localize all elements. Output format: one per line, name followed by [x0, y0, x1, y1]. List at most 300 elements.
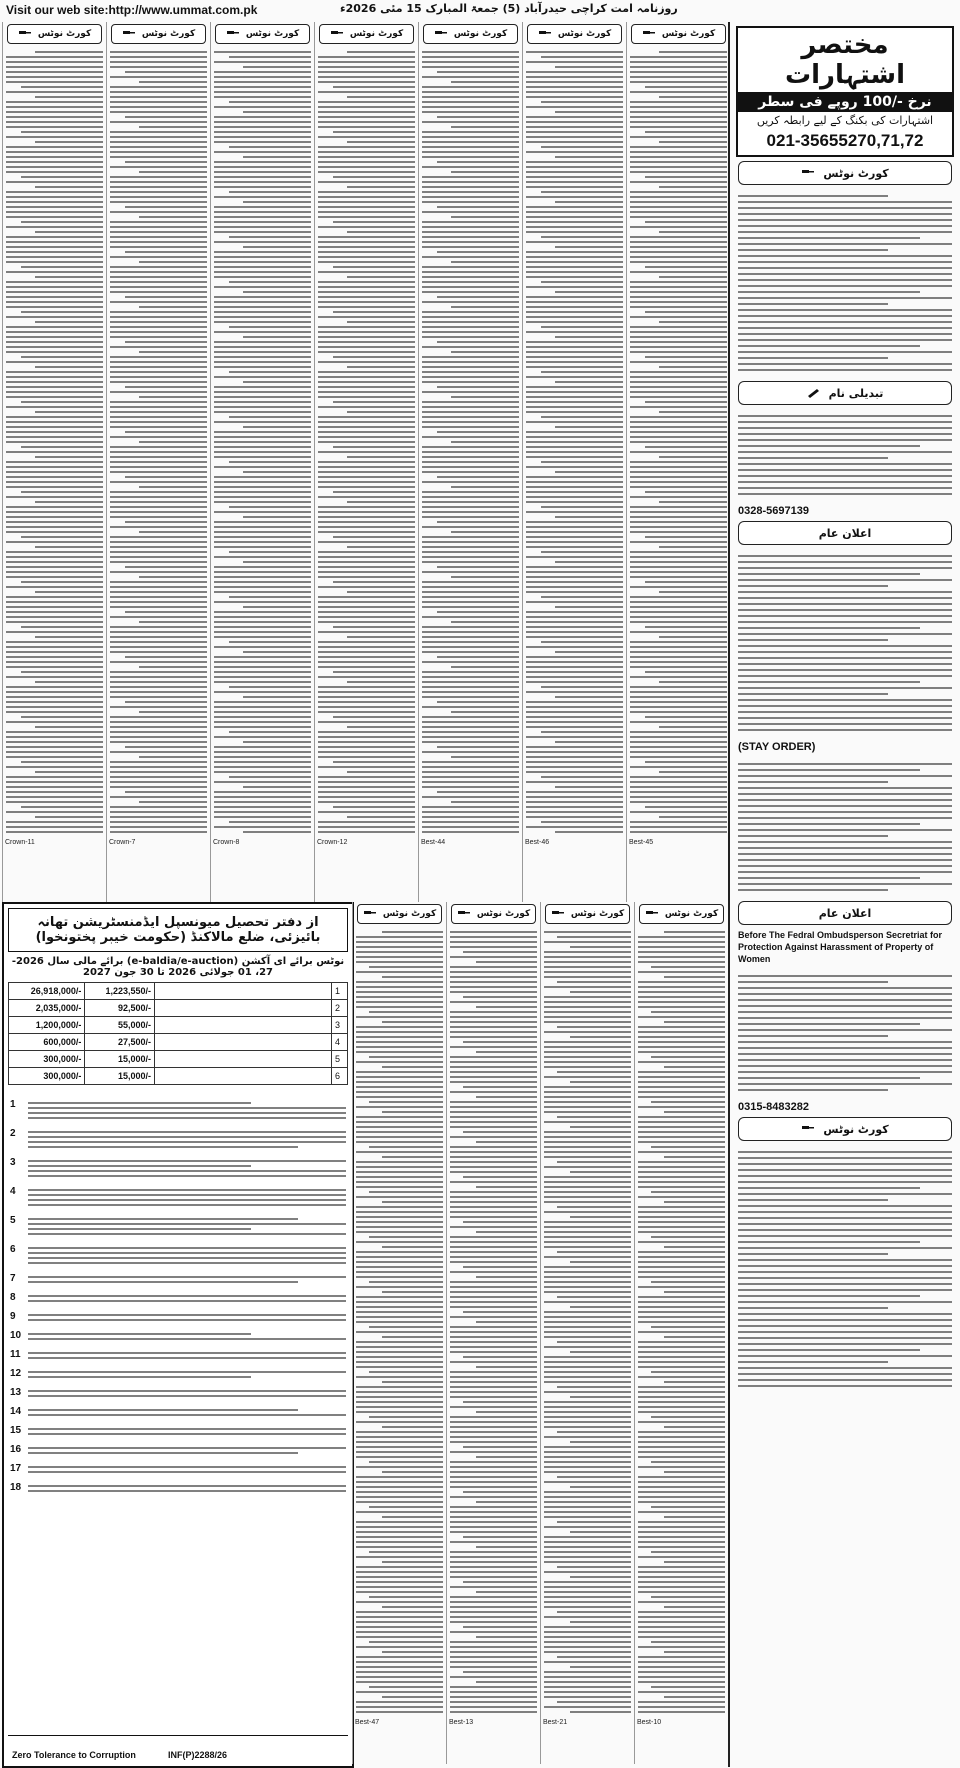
text-line: [356, 1096, 443, 1098]
text-line: [630, 441, 727, 443]
text-line: [645, 581, 727, 583]
text-line: [638, 1256, 725, 1258]
text-line: [526, 701, 623, 703]
text-line: [333, 356, 415, 358]
text-line: [738, 793, 952, 795]
text-line: [541, 236, 623, 238]
text-line: [450, 936, 537, 938]
notice-text: [419, 46, 522, 838]
text-line: [318, 611, 415, 613]
text-line: [544, 1481, 631, 1483]
text-line: [738, 433, 952, 435]
text-line: [476, 961, 537, 963]
text-line: [422, 86, 519, 88]
text-line: [630, 316, 727, 318]
column-heading: [7, 24, 102, 44]
text-line: [450, 1371, 537, 1373]
text-line: [526, 206, 623, 208]
text-line: [356, 1376, 443, 1378]
text-line: [229, 326, 311, 328]
text-line: [110, 461, 207, 463]
text-line: [437, 521, 519, 523]
text-line: [645, 221, 727, 223]
text-line: [422, 786, 519, 788]
notice-text: [107, 46, 210, 838]
gavel-icon: [330, 29, 344, 39]
text-line: [630, 516, 727, 518]
text-line: [638, 1456, 725, 1458]
security-amount: 15,000/-: [85, 1051, 155, 1068]
text-line: [214, 601, 311, 603]
text-line: [422, 61, 519, 63]
text-line: [318, 106, 415, 108]
text-line: [570, 1441, 631, 1443]
text-line: [422, 311, 519, 313]
text-line: [214, 676, 311, 678]
text-line: [318, 711, 415, 713]
text-line: [664, 1381, 725, 1383]
text-line: [659, 231, 727, 233]
text-line: [243, 831, 311, 833]
text-line: [437, 656, 519, 658]
text-line: [333, 716, 415, 718]
text-line: [318, 661, 415, 663]
text-line: [6, 391, 103, 393]
text-line: [422, 401, 519, 403]
text-line: [630, 651, 727, 653]
text-line: [214, 751, 311, 753]
description-cell: [155, 983, 332, 1000]
text-line: [6, 216, 103, 218]
text-line: [422, 336, 519, 338]
text-line: [318, 796, 415, 798]
text-line: [6, 431, 103, 433]
text-line: [318, 656, 415, 658]
text-line: [638, 1541, 725, 1543]
text-line: [110, 696, 207, 698]
text-line: [6, 786, 103, 788]
text-line: [555, 516, 623, 518]
text-line: [638, 971, 725, 973]
text-line: [214, 521, 311, 523]
text-line: [450, 981, 537, 983]
text-line: [356, 1666, 443, 1668]
text-line: [526, 756, 623, 758]
text-line: [651, 1011, 725, 1013]
text-line: [139, 171, 207, 173]
text-line: [638, 1616, 725, 1618]
text-line: [422, 141, 519, 143]
text-line: [638, 1361, 725, 1363]
text-line: [630, 796, 727, 798]
text-line: [214, 661, 311, 663]
text-line: [738, 621, 952, 623]
text-line: [638, 1086, 725, 1088]
tender-subtitle: نوٹس برائے ای آکشن (e-baldia/e-auction) برائے مالی سال 2026-27، 01 جولائی 2026 تا 30 جون 2027: [11, 956, 345, 978]
text-line: [214, 656, 311, 658]
text-line: [422, 106, 519, 108]
text-line: [738, 555, 952, 557]
text-line: [139, 351, 207, 353]
text-line: [450, 1241, 537, 1243]
text-line: [544, 1686, 631, 1688]
text-line: [356, 1361, 443, 1363]
text-line: [422, 466, 519, 468]
text-line: [356, 1621, 443, 1623]
text-line: [356, 1436, 443, 1438]
ad-slug: Best-13: [449, 1719, 474, 1726]
notice-text: [635, 926, 728, 1718]
text-line: [544, 1461, 631, 1463]
ads-phone[interactable]: 021-35655270,71,72: [766, 131, 924, 150]
text-line: [356, 1286, 443, 1288]
text-line: [630, 741, 727, 743]
text-line: [422, 186, 519, 188]
text-line: [450, 1376, 537, 1378]
condition-item: [10, 1463, 346, 1476]
text-line: [21, 176, 103, 178]
text-line: [738, 225, 952, 227]
text-line: [659, 276, 727, 278]
text-line: [544, 1706, 631, 1708]
news-column: [352, 902, 446, 1764]
text-line: [544, 1541, 631, 1543]
text-line: [318, 441, 415, 443]
text-line: [214, 266, 311, 268]
text-line: [347, 636, 415, 638]
condition-number: 9: [10, 1311, 16, 1322]
text-line: [630, 736, 727, 738]
text-line: [450, 1571, 537, 1573]
text-line: [214, 556, 311, 558]
text-line: [544, 1571, 631, 1573]
text-line: [110, 181, 207, 183]
text-line: [738, 1247, 952, 1249]
text-line: [638, 1176, 725, 1178]
text-line: [738, 1307, 888, 1309]
text-line: [214, 406, 311, 408]
text-line: [110, 816, 207, 818]
text-line: [356, 1691, 443, 1693]
text-line: [476, 1456, 537, 1458]
text-line: [630, 136, 727, 138]
text-line: [21, 446, 103, 448]
text-line: [544, 1586, 631, 1588]
text-line: [541, 686, 623, 688]
text-line: [463, 996, 537, 998]
text-line: [318, 561, 415, 563]
text-line: [243, 156, 311, 158]
text-line: [382, 1291, 443, 1293]
text-line: [664, 1336, 725, 1338]
text-line: [638, 1511, 725, 1513]
text-line: [229, 776, 311, 778]
text-line: [630, 641, 727, 643]
section-heading: [738, 901, 952, 925]
text-line: [450, 946, 537, 948]
text-line: [318, 306, 415, 308]
text-line: [541, 326, 623, 328]
text-line: [630, 541, 727, 543]
section-heading-label: کورٹ نوٹس: [823, 1122, 889, 1136]
text-line: [356, 1251, 443, 1253]
text-line: [638, 1571, 725, 1573]
gavel-icon: [642, 29, 656, 39]
text-line: [110, 761, 207, 763]
text-line: [541, 776, 623, 778]
text-line: [645, 671, 727, 673]
text-line: [356, 1546, 443, 1548]
text-line: [356, 1266, 443, 1268]
text-line: [6, 346, 103, 348]
text-line: [526, 446, 623, 448]
text-line: [422, 511, 519, 513]
text-line: [544, 1291, 631, 1293]
text-line: [544, 1676, 631, 1678]
text-line: [450, 1601, 537, 1603]
text-line: [28, 1218, 298, 1220]
gavel-icon: [645, 909, 659, 919]
text-line: [110, 406, 207, 408]
phone-number[interactable]: 0315-8483282: [738, 1101, 809, 1113]
text-line: [544, 1221, 631, 1223]
text-line: [450, 1026, 537, 1028]
text-line: [544, 1326, 631, 1328]
text-line: [638, 1131, 725, 1133]
column-heading: [527, 24, 622, 44]
text-line: [356, 1441, 443, 1443]
text-line: [110, 411, 207, 413]
column-heading-label: کورٹ نوٹس: [141, 29, 196, 39]
text-line: [6, 56, 103, 58]
text-line: [630, 451, 727, 453]
text-line: [738, 799, 952, 801]
text-line: [110, 156, 207, 158]
text-line: [35, 501, 103, 503]
text-line: [229, 731, 311, 733]
text-line: [544, 1631, 631, 1633]
text-line: [526, 676, 623, 678]
text-line: [35, 591, 103, 593]
text-line: [6, 241, 103, 243]
text-line: [318, 801, 415, 803]
text-line: [638, 1691, 725, 1693]
text-line: [451, 531, 519, 533]
text-line: [214, 636, 311, 638]
text-line: [638, 936, 725, 938]
text-line: [630, 386, 727, 388]
text-line: [422, 751, 519, 753]
text-line: [333, 761, 415, 763]
text-line: [6, 601, 103, 603]
text-line: [35, 321, 103, 323]
text-line: [638, 1121, 725, 1123]
text-line: [28, 1414, 346, 1416]
text-line: [651, 1191, 725, 1193]
text-line: [369, 1281, 443, 1283]
text-line: [125, 71, 207, 73]
text-line: [463, 1266, 537, 1268]
news-column: [106, 22, 210, 902]
text-line: [526, 571, 623, 573]
text-line: [6, 776, 103, 778]
text-line: [450, 1651, 537, 1653]
text-line: [638, 1216, 725, 1218]
text-line: [422, 766, 519, 768]
text-line: [6, 756, 103, 758]
text-line: [6, 506, 103, 508]
text-line: [422, 291, 519, 293]
phone-number[interactable]: 0328-5697139: [738, 505, 809, 517]
text-line: [35, 681, 103, 683]
text-line: [638, 1006, 725, 1008]
text-line: [356, 936, 443, 938]
text-line: [630, 461, 727, 463]
text-line: [638, 1636, 725, 1638]
text-line: [422, 471, 519, 473]
text-line: [570, 1621, 631, 1623]
text-line: [110, 101, 207, 103]
text-line: [738, 699, 952, 701]
text-line: [738, 1169, 952, 1171]
text-line: [28, 1428, 346, 1430]
text-line: [110, 201, 207, 203]
text-line: [125, 296, 207, 298]
text-line: [28, 1319, 346, 1321]
text-line: [6, 226, 103, 228]
text-line: [544, 1141, 631, 1143]
ad-slug: Best-46: [525, 839, 550, 846]
text-line: [638, 1276, 725, 1278]
text-line: [526, 151, 623, 153]
text-line: [630, 291, 727, 293]
text-line: [356, 1451, 443, 1453]
text-line: [645, 626, 727, 628]
text-line: [28, 1146, 298, 1148]
text-line: [110, 316, 207, 318]
text-line: [450, 1206, 537, 1208]
text-line: [356, 1041, 443, 1043]
text-line: [544, 1256, 631, 1258]
text-line: [214, 91, 311, 93]
text-line: [214, 356, 311, 358]
text-line: [229, 686, 311, 688]
text-line: [6, 801, 103, 803]
text-line: [557, 1656, 631, 1658]
text-line: [738, 609, 952, 611]
text-line: [318, 571, 415, 573]
text-line: [450, 1286, 537, 1288]
text-line: [555, 831, 623, 833]
text-line: [28, 1170, 346, 1172]
text-line: [369, 1236, 443, 1238]
text-line: [356, 1091, 443, 1093]
text-line: [35, 816, 103, 818]
text-line: [526, 131, 623, 133]
text-line: [630, 466, 727, 468]
tender-conditions: [4, 1089, 352, 1505]
text-line: [638, 1656, 725, 1658]
text-line: [214, 176, 311, 178]
text-line: [110, 401, 207, 403]
total-amount: 1,200,000/-: [9, 1017, 85, 1034]
text-line: [651, 1101, 725, 1103]
text-line: [28, 1112, 346, 1114]
text-line: [6, 746, 103, 748]
text-line: [450, 1431, 537, 1433]
text-line: [450, 1686, 537, 1688]
text-line: [356, 956, 443, 958]
text-line: [738, 231, 952, 233]
text-line: [630, 61, 727, 63]
text-line: [555, 651, 623, 653]
text-line: [463, 1311, 537, 1313]
text-line: [28, 1276, 346, 1278]
text-line: [630, 396, 727, 398]
text-line: [110, 516, 207, 518]
text-line: [659, 51, 727, 53]
text-line: [6, 301, 103, 303]
text-line: [356, 1466, 443, 1468]
text-line: [630, 431, 727, 433]
text-line: [356, 1446, 443, 1448]
text-line: [526, 171, 623, 173]
text-line: [450, 1396, 537, 1398]
text-line: [630, 376, 727, 378]
text-line: [544, 1111, 631, 1113]
text-line: [243, 516, 311, 518]
text-line: [630, 471, 727, 473]
text-line: [356, 1346, 443, 1348]
text-line: [347, 51, 415, 53]
text-line: [451, 666, 519, 668]
text-line: [110, 236, 207, 238]
text-line: [6, 116, 103, 118]
text-line: [526, 71, 623, 73]
text-line: [557, 1296, 631, 1298]
text-line: [214, 386, 311, 388]
text-line: [318, 246, 415, 248]
text-line: [28, 1338, 346, 1340]
ads-rate: نرخ -/100 روپے فی سطر: [738, 92, 952, 112]
text-line: [450, 1511, 537, 1513]
text-line: [738, 1011, 952, 1013]
text-line: [450, 1191, 537, 1193]
text-line: [318, 481, 415, 483]
text-line: [664, 1246, 725, 1248]
text-line: [557, 1521, 631, 1523]
text-line: [630, 711, 727, 713]
text-line: [318, 296, 415, 298]
text-line: [738, 675, 952, 677]
condition-item: [10, 1425, 346, 1438]
text-line: [214, 796, 311, 798]
text-line: [356, 1311, 443, 1313]
text-line: [645, 806, 727, 808]
text-line: [356, 1106, 443, 1108]
text-line: [463, 1671, 537, 1673]
site-url[interactable]: Visit our web site:http://www.ummat.com.pk: [6, 3, 258, 17]
text-line: [544, 1286, 631, 1288]
text-line: [544, 1186, 631, 1188]
text-line: [214, 501, 311, 503]
text-line: [214, 581, 311, 583]
text-line: [28, 1485, 346, 1487]
text-line: [214, 171, 311, 173]
text-line: [630, 326, 727, 328]
text-line: [570, 1486, 631, 1488]
text-line: [526, 626, 623, 628]
